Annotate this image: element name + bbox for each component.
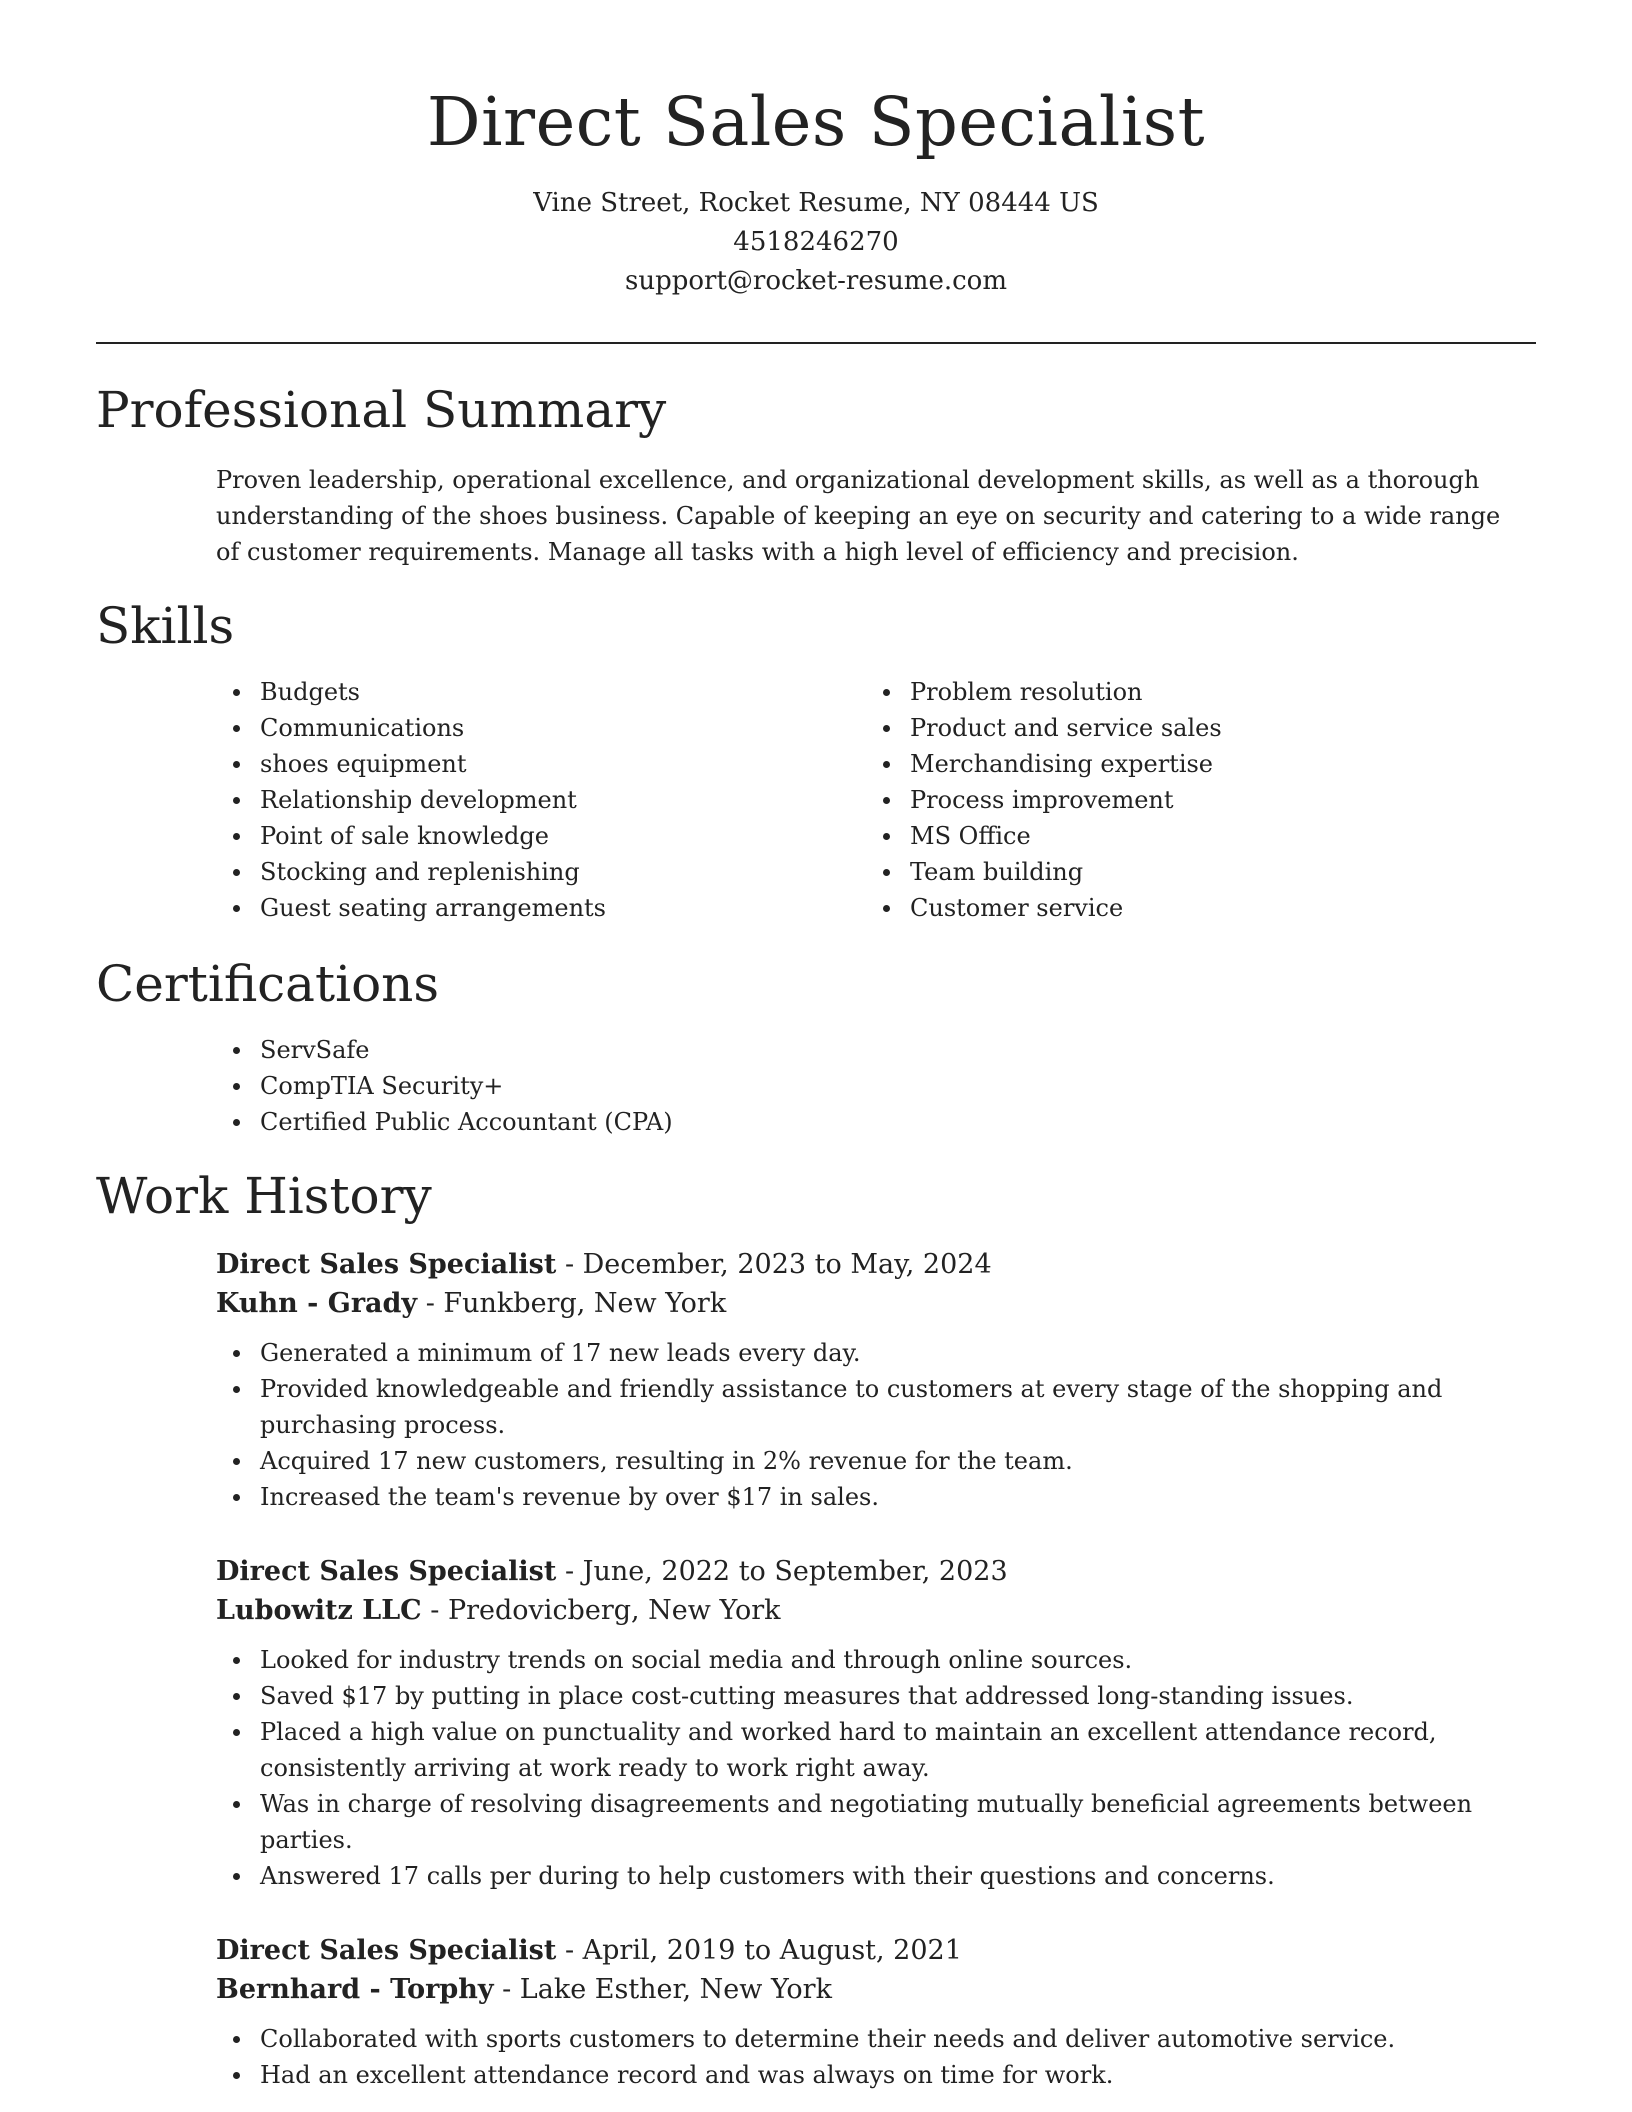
skills-list-left	[216, 674, 816, 926]
skill-item: shoes equipment	[216, 746, 816, 782]
job-bullets	[216, 1335, 1536, 1515]
certifications-heading: Certifications	[96, 955, 440, 1013]
job-dates: - December, 2023 to May, 2024	[556, 1249, 992, 1280]
skill-item: Budgets	[216, 674, 816, 710]
job-title-line	[216, 1552, 1536, 1591]
job-bullet: Answered 17 calls per during to help customers with their questions and concerns.	[216, 1858, 1536, 1894]
job-bullets	[216, 1642, 1536, 1894]
job-bullet: Increased the team's revenue by over $17 in sales.	[216, 1479, 1536, 1515]
job-entry	[216, 1552, 1536, 1894]
skill-item: Communications	[216, 710, 816, 746]
certification-item: Certified Public Accountant (CPA)	[216, 1104, 1516, 1140]
contact-info	[0, 184, 1632, 301]
job-bullet: Saved $17 by putting in place cost-cutting measures that addressed long-standing issues.	[216, 1678, 1536, 1714]
contact-phone: 4518246270	[733, 227, 899, 257]
skill-item: Process improvement	[866, 782, 1506, 818]
summary-heading: Professional Summary	[96, 381, 667, 439]
certification-item: CompTIA Security+	[216, 1068, 1516, 1104]
work-history-heading: Work History	[96, 1167, 432, 1225]
skill-item: Problem resolution	[866, 674, 1506, 710]
skill-item: Product and service sales	[866, 710, 1506, 746]
job-company-line	[216, 1591, 1536, 1630]
job-bullets	[216, 2021, 1536, 2093]
contact-address: Vine Street, Rocket Resume, NY 08444 US	[533, 188, 1099, 218]
job-title: Direct Sales Specialist	[216, 1556, 557, 1587]
job-bullet: Provided knowledgeable and friendly assistance to customers at every stage of the shopping and purchasing process.	[216, 1371, 1536, 1443]
skill-item: Stocking and replenishing	[216, 854, 816, 890]
job-bullet: Generated a minimum of 17 new leads every day.	[216, 1335, 1536, 1371]
job-title: Direct Sales Specialist	[216, 1249, 557, 1280]
job-title: Direct Sales Specialist	[216, 1935, 557, 1966]
job-bullet: Acquired 17 new customers, resulting in 2% revenue for the team.	[216, 1443, 1536, 1479]
job-bullet: Had an excellent attendance record and was always on time for work.	[216, 2057, 1536, 2093]
candidate-name: Direct Sales Specialist	[426, 83, 1206, 161]
skills-list-right	[866, 674, 1506, 926]
summary-text: Proven leadership, operational excellence, and organizational development skills, as well as a thorough understanding of the shoes business. Capable of keeping an eye on security and catering to a wide range of customer requirements. Manage all tasks with a high level of efficiency and precision.	[216, 466, 1501, 566]
skill-item: Relationship development	[216, 782, 816, 818]
resume-header	[0, 80, 1632, 301]
certifications-list	[216, 1032, 1516, 1140]
job-location: - Funkberg, New York	[417, 1288, 727, 1319]
job-bullet: Placed a high value on punctuality and worked hard to maintain an excellent attendance record, consistently arriving at work ready to work right away.	[216, 1714, 1536, 1786]
header-divider	[96, 342, 1536, 344]
job-company: Kuhn - Grady	[216, 1288, 418, 1319]
job-dates: - April, 2019 to August, 2021	[556, 1935, 962, 1966]
job-title-line	[216, 1245, 1536, 1284]
skill-item: Merchandising expertise	[866, 746, 1506, 782]
job-company-line	[216, 1970, 1536, 2009]
job-company-line	[216, 1284, 1536, 1323]
job-dates: - June, 2022 to September, 2023	[556, 1556, 1008, 1587]
job-location: - Predovicberg, New York	[421, 1595, 781, 1626]
skill-item: Guest seating arrangements	[216, 890, 816, 926]
certification-item: ServSafe	[216, 1032, 1516, 1068]
job-bullet: Collaborated with sports customers to determine their needs and deliver automotive service.	[216, 2021, 1536, 2057]
skill-item: Customer service	[866, 890, 1506, 926]
skills-heading: Skills	[96, 597, 235, 655]
skill-item: MS Office	[866, 818, 1506, 854]
skill-item: Point of sale knowledge	[216, 818, 816, 854]
job-title-line	[216, 1931, 1536, 1970]
job-company: Lubowitz LLC	[216, 1595, 422, 1626]
job-company: Bernhard - Torphy	[216, 1974, 494, 2005]
job-entry	[216, 1931, 1536, 2093]
job-location: - Lake Esther, New York	[493, 1974, 832, 2005]
job-bullet: Was in charge of resolving disagreements and negotiating mutually beneficial agreements between parties.	[216, 1786, 1536, 1858]
skill-item: Team building	[866, 854, 1506, 890]
contact-email: support@rocket-resume.com	[624, 266, 1007, 296]
job-bullet: Looked for industry trends on social media and through online sources.	[216, 1642, 1536, 1678]
job-entry	[216, 1245, 1536, 1515]
